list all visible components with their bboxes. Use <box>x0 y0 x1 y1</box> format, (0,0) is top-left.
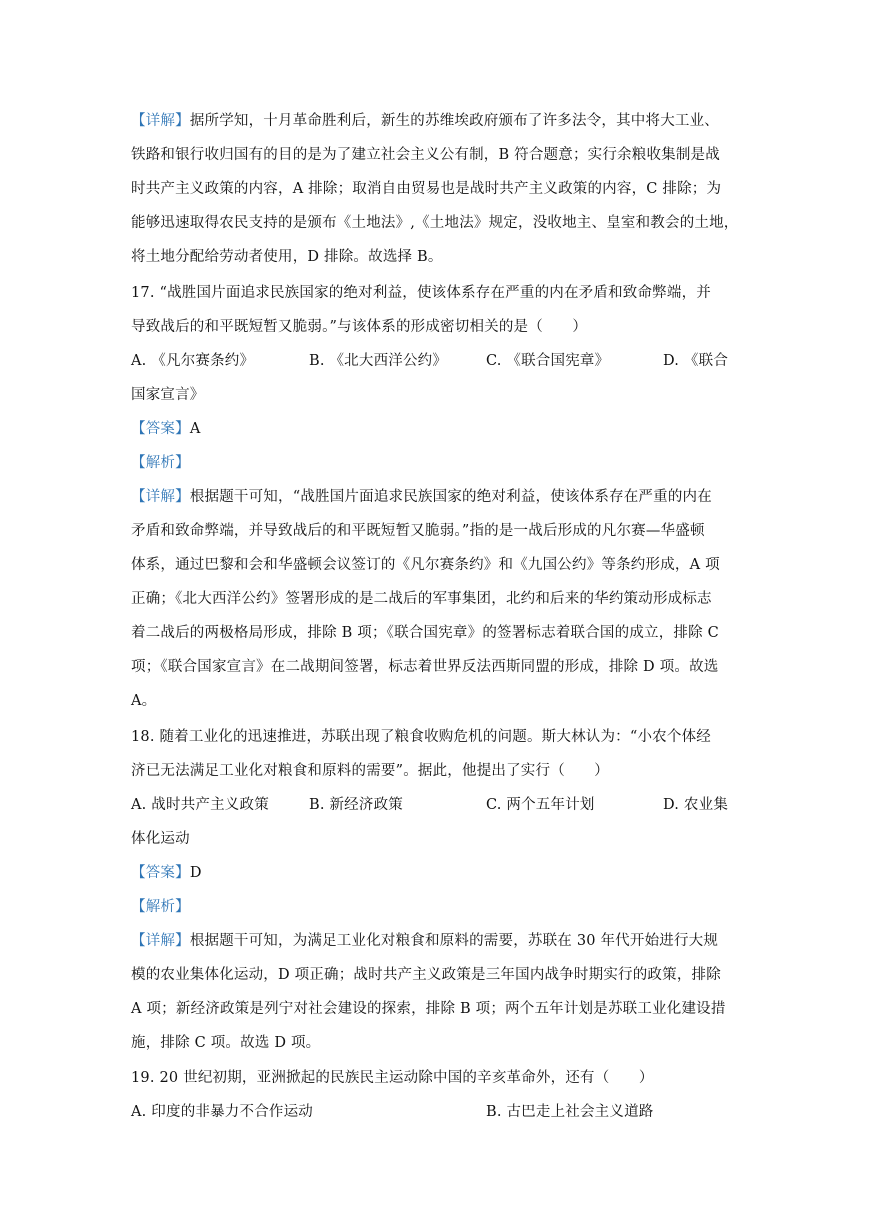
detail-tag: 【详解】 <box>131 489 190 505</box>
q18-analysis-tag: 【解析】 <box>131 899 190 915</box>
answer-tag: 【答案】 <box>131 865 190 881</box>
q17-option-a: A. 《凡尔赛条约》 <box>131 353 255 369</box>
q18-option-wrap: 体化运动 <box>131 831 190 847</box>
q18-answer-value: D <box>189 865 202 881</box>
q17-analysis-tag: 【解析】 <box>131 455 190 471</box>
q17-detail-line-3: 体系，通过巴黎和会和华盛顿会议签订的《凡尔赛条约》和《九国公约》等条约形成，A 项 <box>131 557 720 573</box>
q17-answer <box>131 419 741 439</box>
answer-tag: 【答案】 <box>131 421 190 437</box>
q18-option-b: B. 新经济政策 <box>309 797 403 813</box>
q18-answer <box>131 863 741 883</box>
intro-line-5: 将土地分配给劳动者使用，D 排除。故选择 B。 <box>131 249 443 265</box>
q19-stem-line-1: 19. 20 世纪初期，亚洲掀起的民族民主运动除中国的辛亥革命外，还有（ ） <box>131 1070 654 1086</box>
q17-option-d: D. 《联合 <box>663 353 729 369</box>
detail-tag: 【详解】 <box>131 113 190 129</box>
detail-tag: 【详解】 <box>131 933 190 949</box>
q18-option-d: D. 农业集 <box>663 797 729 813</box>
q17-detail-line-1: 【详解】根据题干可知，“战胜国片面追求民族国家的绝对利益，使该体系存在严重的内在 <box>131 489 712 505</box>
intro-line-1: 【详解】据所学知，十月革命胜利后，新生的苏维埃政府颁布了许多法令，其中将大工业、 <box>131 113 720 129</box>
q18-detail-line-1: 【详解】根据题干可知，为满足工业化对粮食和原料的需要，苏联在 30 年代开始进行大规 <box>131 933 719 949</box>
q18-detail-line-2: 模的农业集体化运动，D 项正确；战时共产主义政策是三年国内战争时期实行的政策，排除 <box>131 967 721 983</box>
q19-option-a: A. 印度的非暴力不合作运动 <box>131 1104 313 1120</box>
q17-option-wrap: 国家宣言》 <box>131 387 205 403</box>
q17-answer-value: A <box>189 421 201 437</box>
q18-detail-line-3: A 项；新经济政策是列宁对社会建设的探索，排除 B 项；两个五年计划是苏联工业化建设措 <box>131 1001 726 1017</box>
q17-option-c: C. 《联合国宪章》 <box>486 353 610 369</box>
q18-stem-line-1: 18. 随着工业化的迅速推进，苏联出现了粮食收购危机的问题。斯大林认为：“小农个体经 <box>131 729 711 745</box>
q17-detail-line-2: 矛盾和致命弊端，并导致战后的和平既短暂又脆弱。”指的是一战后形成的凡尔赛—华盛顿 <box>131 523 705 539</box>
q17-detail-line-6: 项；《联合国家宣言》在二战期间签署，标志着世界反法西斯同盟的形成，排除 D 项。故选 <box>131 659 719 675</box>
q19-option-b: B. 古巴走上社会主义道路 <box>486 1104 654 1120</box>
q17-detail-line-5: 着二战后的两极格局形成，排除 B 项；《联合国宪章》的签署标志着联合国的成立，排除 C <box>131 625 719 641</box>
q17-detail-line-7: A。 <box>131 693 157 709</box>
intro-line-2: 铁路和银行收归国有的目的是为了建立社会主义公有制，B 符合题意；实行余粮收集制是战 <box>131 147 720 163</box>
q17-stem-line-1: 17. “战胜国片面追求民族国家的绝对利益，使该体系存在严重的内在矛盾和致命弊端，并 <box>131 285 711 301</box>
q18-option-c: C. 两个五年计划 <box>486 797 595 813</box>
intro-line-4: 能够迅速取得农民支持的是颁布《土地法》,《土地法》规定，没收地主、皇室和教会的土地， <box>131 215 739 231</box>
q18-detail-line-4: 施，排除 C 项。故选 D 项。 <box>131 1035 321 1051</box>
q18-option-a: A. 战时共产主义政策 <box>131 797 269 813</box>
intro-line-3: 时共产主义政策的内容，A 排除；取消自由贸易也是战时共产主义政策的内容，C 排除；为 <box>131 181 722 197</box>
q17-detail-line-4: 正确；《北大西洋公约》签署形成的是二战后的军事集团，北约和后来的华约策动形成标志 <box>131 591 712 607</box>
q18-stem-line-2: 济已无法满足工业化对粮食和原料的需要”。据此，他提出了实行（ ） <box>131 763 610 779</box>
q17-stem-line-2: 导致战后的和平既短暂又脆弱。”与该体系的形成密切相关的是（ ） <box>131 319 588 335</box>
q17-option-b: B. 《北大西洋公约》 <box>309 353 448 369</box>
